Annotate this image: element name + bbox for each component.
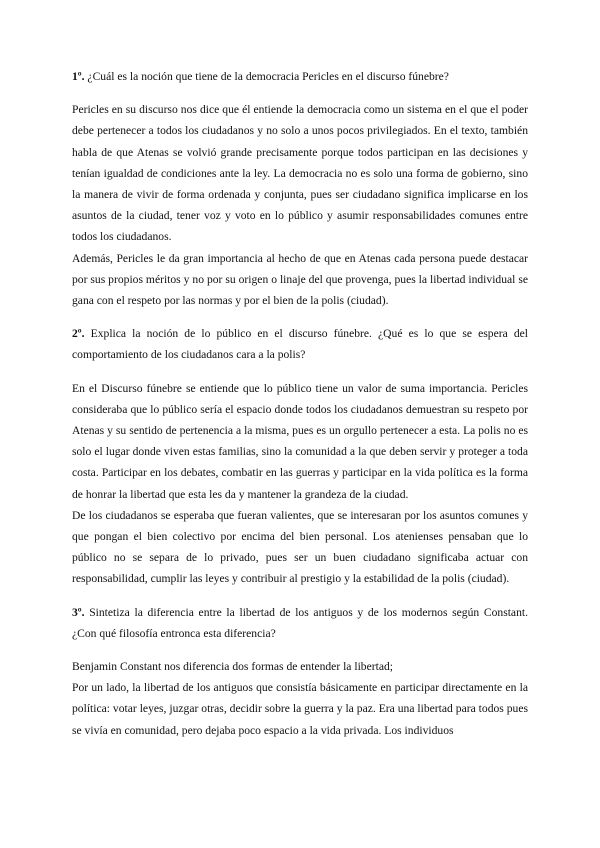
question-number: 1º. [72, 70, 85, 83]
section-3 [72, 602, 528, 741]
answer-paragraph: Pericles en su discurso nos dice que él entiende la democracia como un sistema en el que el poder debe pertenecer a todos los ciudadanos y no solo a unos pocos privilegiados. En el texto, también habla de que Atenas se volvió grande precisamente porque todos participan en las decisiones y tenían igualdad de condiciones ante la ley. La democracia no es solo una forma de gobierno, sino la manera de vivir de forma ordenada y conjunta, pues ser ciudadano significa implicarse en los asuntos de la ciudad, tener voz y voto en lo público y asumir responsabilidades comunes entre todos los ciudadanos. [72, 103, 528, 244]
question-3 [72, 602, 528, 644]
question-1 [72, 66, 528, 87]
answer-paragraph: Además, Pericles le da gran importancia al hecho de que en Atenas cada persona puede destacar por sus propios méritos y no por su origen o linaje del que provenga, pues la libertad individual se gana con el respeto por las normas y por el bien de la polis (ciudad). [72, 251, 528, 308]
answer-paragraph: Por un lado, la libertad de los antiguos que consistía básicamente en participar directamente en la política: votar leyes, juzgar otras, decidir sobre la guerra y la paz. Era una libertad para todos pues se vivía en comunidad, pero dejaba poco espacio a la vida privada. Los individuos [72, 681, 528, 737]
section-1 [72, 66, 528, 311]
question-2 [72, 323, 528, 365]
question-number: 3º. [72, 605, 85, 619]
answer-paragraph: En el Discurso fúnebre se entiende que lo público tiene un valor de suma importancia. Pericles consideraba que lo público sería el espacio donde todos los ciudadanos demuestran su respeto por Atenas y su sentido de pertenencia a la misma, pues es un orgullo pertenecer a esta. La polis no es solo el lugar donde viven estas familias, sino la comunidad a la que deben servir y proteger a toda costa. Participar en los debates, combatir en las guerras y participar en la vida política es la forma de honrar la libertad que esta les da y mantener la grandeza de la ciudad. [72, 381, 528, 501]
section-2 [72, 323, 528, 589]
question-text: Explica la noción de lo público en el discurso fúnebre. ¿Qué es lo que se espera del comportamiento de los ciudadanos cara a la polis? [72, 327, 528, 362]
document-page [72, 66, 528, 753]
answer-paragraph: Benjamin Constant nos diferencia dos formas de entender la libertad; [72, 660, 393, 674]
question-text: Sintetiza la diferencia entre la libertad de los antiguos y de los modernos según Constant. ¿Con qué filosofía entronca esta diferencia? [72, 605, 528, 640]
question-number: 2º. [72, 327, 85, 341]
answer-paragraph: De los ciudadanos se esperaba que fueran valientes, que se interesaran por los asuntos comunes y que pongan el bien colectivo por encima del bien personal. Los atenienses pensaban que lo público no se separa de lo privado, pues ser un buen ciudadano significaba actuar con responsabilidad, cumplir las leyes y contribuir al prestigio y la estabilidad de la polis (ciudad). [72, 508, 528, 586]
question-text: ¿Cuál es la noción que tiene de la democracia Pericles en el discurso fúnebre? [84, 70, 449, 83]
